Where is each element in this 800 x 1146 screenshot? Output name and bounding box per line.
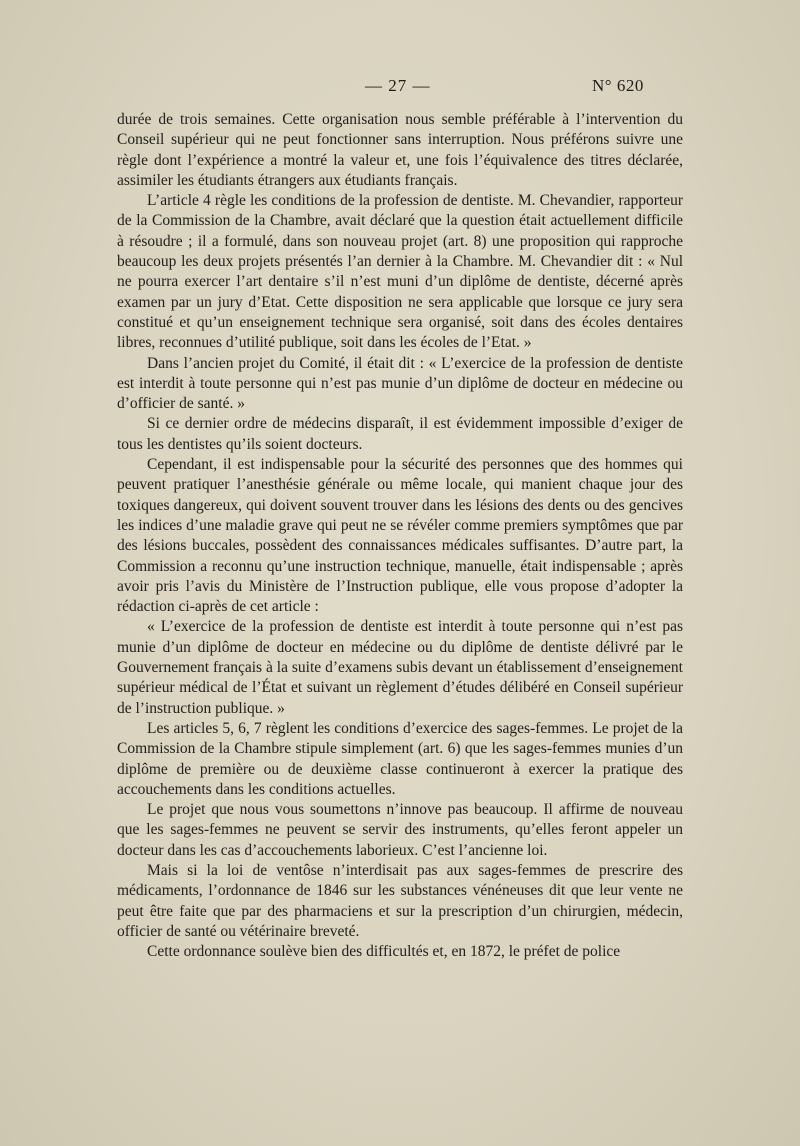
paragraph: Cette ordonnance soulève bien des difficultés et, en 1872, le préfet de police bbox=[147, 943, 621, 961]
paragraph: Si ce dernier ordre de médecins disparaît, il est évidemment impossible d’exiger de tous les dentistes qu’ils soient docteurs. bbox=[117, 415, 683, 453]
paragraph: « L’exercice de la profession de dentiste est interdit à toute personne qui n’est pas munie d’un diplôme de docteur en médecine ou du diplôme de dentiste délivré par le Gouvernement français à la suite d’examens subis devant un établissement d’enseignement supérieur médical de l’État et suivant un règlement d’études délibéré en Conseil supérieur de l’instruction publique. » bbox=[117, 618, 683, 717]
page-header bbox=[0, 76, 800, 100]
paragraph: Les articles 5, 6, 7 règlent les conditions d’exercice des sages-femmes. Le projet de la Commission de la Chambre stipule simplement (art. 6) que les sages-femmes munies d’un diplôme de première ou de deuxième classe continueront à exercer la pratique des accouchements dans les conditions actuelles. bbox=[117, 719, 683, 798]
page-number: — 27 — bbox=[365, 76, 431, 95]
document-number: N° 620 bbox=[592, 76, 644, 95]
paragraph: Mais si la loi de ventôse n’interdisait pas aux sages-femmes de prescrire des médicaments, l’ordonnance de 1846 sur les substances vénéneuses dit que leur vente ne peut être faite que par des pharmaciens et sur la prescription d’un chirurgien, médecin, officier de santé ou vétérinaire breveté. bbox=[117, 861, 683, 940]
paragraph: Cependant, il est indispensable pour la sécurité des personnes que des hommes qui peuvent pratiquer l’anesthésie générale ou même locale, qui manient chaque jour des toxiques dangereux, qui doivent souvent trouver dans les lésions des dents ou des gencives les indices d’une maladie grave qui peut ne se révéler comme premiers symptômes que par des lésions buccales, possèdent des connaissances médicales suffisantes. D’autre part, la Commission a reconnu qu’une instruction technique, manuelle, était indispensable ; après avoir pris l’avis du Ministère de l’Instruction publique, elle vous propose d’adopter la rédaction ci-après de cet article : bbox=[117, 456, 683, 616]
paragraph: L’article 4 règle les conditions de la profession de dentiste. M. Chevandier, rapporteur de la Commission de la Chambre, avait déclaré que la question était actuellement difficile à résoudre ; il a formulé, dans son nouveau projet (art. 8) une proposition qui rapproche beaucoup les deux projets présentés l’an dernier à la Chambre. M. Chevandier dit : « Nul ne pourra exercer l’art dentaire s’il n’est muni d’un diplôme de dentiste, décerné après examen par un jury d’Etat. Cette disposition ne sera applicable que lorsque ce jury sera constitué et qu’un enseignement technique sera organisé, soit dans des écoles dentaires libres, reconnues d’utilité publique, soit dans les écoles de l’Etat. » bbox=[117, 192, 683, 352]
paragraph: durée de trois semaines. Cette organisation nous semble préférable à l’intervention du Conseil supérieur qui ne peut fonctionner sans interruption. Nous préférons suivre une règle dont l’expérience a montré la valeur et, une fois l’équivalence des titres déclarée, assimiler les étudiants étrangers aux étudiants français. bbox=[117, 111, 683, 189]
paragraph: Dans l’ancien projet du Comité, il était dit : « L’exercice de la profession de dentiste est interdit à toute personne qui n’est pas munie d’un diplôme de docteur en médecine ou d’officier de santé. » bbox=[117, 354, 683, 413]
paragraph: Le projet que nous vous soumettons n’innove pas beaucoup. Il affirme de nouveau que les sages-femmes ne peuvent se servir des instruments, qu’elles feront appeler un docteur dans les cas d’accouchements laborieux. C’est l’ancienne loi. bbox=[117, 801, 683, 859]
body-text bbox=[117, 110, 683, 962]
